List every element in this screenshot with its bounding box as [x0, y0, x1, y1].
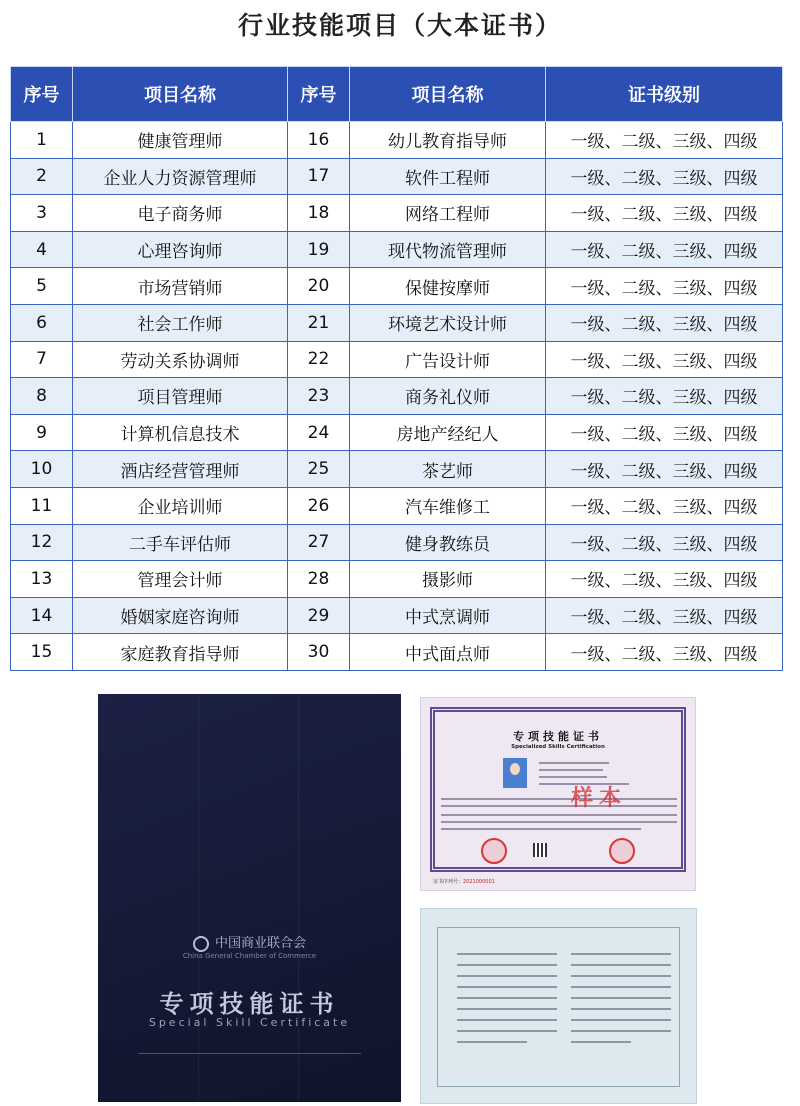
table-row: [11, 524, 783, 561]
table-row: [11, 158, 783, 195]
level-cell: 一级、二级、三级、四级: [546, 561, 783, 598]
index-cell: 18: [288, 195, 350, 232]
table-row: [11, 561, 783, 598]
certificate-title: 专项技能证书: [513, 730, 603, 743]
header-index-2: 序号: [288, 67, 350, 122]
project-name-cell: 茶艺师: [350, 451, 546, 488]
index-cell: 12: [11, 524, 73, 561]
table-row: [11, 304, 783, 341]
index-cell: 17: [288, 158, 350, 195]
cover-subtitle: Special Skill Certificate: [148, 1016, 351, 1029]
index-cell: 3: [11, 195, 73, 232]
level-cell: 一级、二级、三级、四级: [546, 378, 783, 415]
project-name-cell: 网络工程师: [350, 195, 546, 232]
project-name-cell: 企业培训师: [73, 487, 288, 524]
index-cell: 4: [11, 231, 73, 268]
level-cell: 一级、二级、三级、四级: [546, 158, 783, 195]
project-name-cell: 广告设计师: [350, 341, 546, 378]
level-cell: 一级、二级、三级、四级: [546, 304, 783, 341]
back-text-en: [571, 953, 671, 1052]
table-row: [11, 414, 783, 451]
project-name-cell: 摄影师: [350, 561, 546, 598]
table-row: [11, 195, 783, 232]
cover-org-en: China General Chamber of Commerce: [182, 952, 317, 960]
project-name-cell: 婚姻家庭咨询师: [73, 597, 288, 634]
back-text-cn: [457, 953, 557, 1052]
project-name-cell: 商务礼仪师: [350, 378, 546, 415]
table-row: [11, 122, 783, 159]
project-name-cell: 计算机信息技术: [73, 414, 288, 451]
level-cell: 一级、二级、三级、四级: [546, 487, 783, 524]
index-cell: 20: [288, 268, 350, 305]
index-cell: 7: [11, 341, 73, 378]
cert-no-value: 2021000001: [463, 879, 495, 885]
project-name-cell: 心理咨询师: [73, 231, 288, 268]
index-cell: 10: [11, 451, 73, 488]
project-name-cell: 劳动关系协调师: [73, 341, 288, 378]
index-cell: 16: [288, 122, 350, 159]
index-cell: 25: [288, 451, 350, 488]
project-name-cell: 企业人力资源管理师: [73, 158, 288, 195]
table-row: [11, 378, 783, 415]
sample-stamp: 样本: [571, 786, 628, 811]
table-row: [11, 231, 783, 268]
seal-left-icon: [481, 838, 507, 864]
project-name-cell: 健身教练员: [350, 524, 546, 561]
skills-table: [10, 66, 783, 671]
level-cell: 一级、二级、三级、四级: [546, 524, 783, 561]
cover-decoration: [138, 1039, 361, 1054]
level-cell: 一级、二级、三级、四级: [546, 451, 783, 488]
index-cell: 23: [288, 378, 350, 415]
project-name-cell: 酒店经营管理师: [73, 451, 288, 488]
project-name-cell: 社会工作师: [73, 304, 288, 341]
seal-right-icon: [609, 838, 635, 864]
holder-photo: [503, 758, 527, 788]
level-cell: 一级、二级、三级、四级: [546, 231, 783, 268]
project-name-cell: 健康管理师: [73, 122, 288, 159]
index-cell: 29: [288, 597, 350, 634]
level-cell: 一级、二级、三级、四级: [546, 122, 783, 159]
index-cell: 9: [11, 414, 73, 451]
project-name-cell: 幼儿教育指导师: [350, 122, 546, 159]
index-cell: 14: [11, 597, 73, 634]
table-body: [11, 122, 783, 671]
level-cell: 一级、二级、三级、四级: [546, 414, 783, 451]
index-cell: 28: [288, 561, 350, 598]
skills-table-container: [10, 66, 782, 671]
table-row: [11, 341, 783, 378]
header-index-1: 序号: [11, 67, 73, 122]
level-cell: 一级、二级、三级、四级: [546, 268, 783, 305]
cover-org: [98, 932, 401, 952]
project-name-cell: 环境艺术设计师: [350, 304, 546, 341]
index-cell: 6: [11, 304, 73, 341]
index-cell: 11: [11, 487, 73, 524]
table-row: [11, 597, 783, 634]
project-name-cell: 电子商务师: [73, 195, 288, 232]
project-name-cell: 市场营销师: [73, 268, 288, 305]
index-cell: 26: [288, 487, 350, 524]
level-cell: 一级、二级、三级、四级: [546, 341, 783, 378]
project-name-cell: 管理会计师: [73, 561, 288, 598]
index-cell: 27: [288, 524, 350, 561]
index-cell: 1: [11, 122, 73, 159]
project-name-cell: 项目管理师: [73, 378, 288, 415]
index-cell: 19: [288, 231, 350, 268]
cover-title: 专项技能证书: [159, 990, 340, 1018]
index-cell: 13: [11, 561, 73, 598]
cover-org-name: 中国商业联合会: [214, 936, 306, 951]
index-cell: 8: [11, 378, 73, 415]
project-name-cell: 二手车评估师: [73, 524, 288, 561]
index-cell: 2: [11, 158, 73, 195]
page-title: 行业技能项目（大本证书）: [237, 11, 562, 40]
index-cell: 15: [11, 634, 73, 671]
level-cell: 一级、二级、三级、四级: [546, 597, 783, 634]
certificate-number: [433, 878, 495, 885]
cert-no-label: 证书序列号：: [433, 879, 464, 885]
index-cell: 21: [288, 304, 350, 341]
index-cell: 22: [288, 341, 350, 378]
table-row: [11, 268, 783, 305]
index-cell: 5: [11, 268, 73, 305]
certificate-back-image: [420, 908, 697, 1104]
header-level: 证书级别: [546, 67, 783, 122]
org-logo-icon: [193, 936, 209, 952]
certificate-cover-image: [98, 694, 401, 1102]
project-name-cell: 软件工程师: [350, 158, 546, 195]
table-row: [11, 634, 783, 671]
header-name-2: 项目名称: [350, 67, 546, 122]
level-cell: 一级、二级、三级、四级: [546, 195, 783, 232]
project-name-cell: 现代物流管理师: [350, 231, 546, 268]
table-row: [11, 451, 783, 488]
project-name-cell: 汽车维修工: [350, 487, 546, 524]
header-name-1: 项目名称: [73, 67, 288, 122]
index-cell: 24: [288, 414, 350, 451]
project-name-cell: 保健按摩师: [350, 268, 546, 305]
project-name-cell: 家庭教育指导师: [73, 634, 288, 671]
project-name-cell: 中式烹调师: [350, 597, 546, 634]
level-cell: 一级、二级、三级、四级: [546, 634, 783, 671]
table-row: [11, 487, 783, 524]
project-name-cell: 中式面点师: [350, 634, 546, 671]
certificate-front-image: [420, 697, 696, 891]
qr-code-icon: [533, 843, 547, 857]
certificate-title-en: Specialized Skills Certification: [511, 744, 605, 750]
index-cell: 30: [288, 634, 350, 671]
project-name-cell: 房地产经纪人: [350, 414, 546, 451]
table-header-row: [11, 67, 783, 122]
